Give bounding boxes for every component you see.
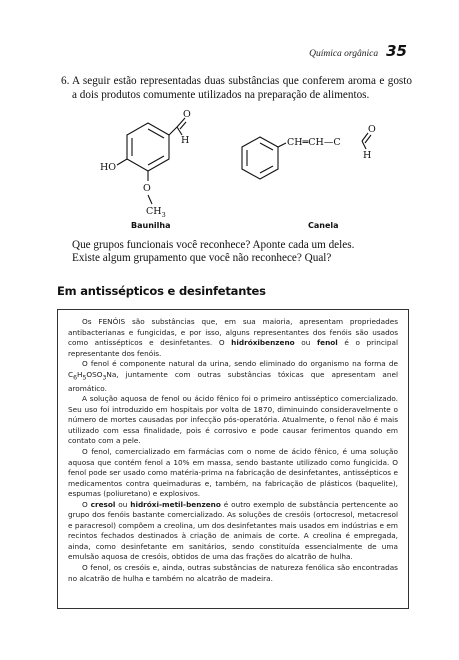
cinnamon-chain-bond [278,143,286,147]
vanilla-ho: HO [100,162,117,173]
vanilla-benzene-ring [127,123,169,171]
followup-line-1: Que grupos funcionais você reconhece? Aponte cada um deles. [72,239,355,251]
vanilla-aldehyde-bond [169,127,177,135]
cinnamon-o-aldehyde: O [368,124,376,135]
vanilla-ch3: $CH_3$ [146,206,166,219]
page-header [309,42,407,60]
cinnamon-chain: CH═CH—C [287,137,341,148]
box-paragraph-1: Os FENÓIS são substâncias que, em sua maioria, apresentam propriedades antibacterianas e fungicidas, e por isso, alguns representantes dos fenóis são usados como antissépticos e desinfetantes. O hidróxibenzeno ou fenol é o principal representante dos fenóis. [68,317,398,358]
vanilla-label: Baunilha [131,221,171,230]
cinnamon-label: Canela [308,221,339,230]
molecule-figures [98,103,398,238]
section-name: Química orgânica [309,49,379,59]
info-box [57,309,409,609]
page-number: 35 [386,42,407,60]
section-title: Em antissépticos e desinfetantes [57,284,266,298]
box-paragraph-3: A solução aquosa de fenol ou ácido fênico foi o primeiro antisséptico comercializado. Seu uso foi introduzido em hospitais por volta de 1870, diminuindo consideravelmente o número de mortes causadas por infecção pós-operatória. Atualmente, o fenol não é mais utilizado com essa finalidade, pois é corrosivo e pode causar ferimentos quando em contato com a pele. [68,394,398,446]
box-paragraph-5: O cresol ou hidróxi-metil-benzeno é outro exemplo de substância pertencente ao grupo dos fenóis bastante comercializado. As soluções de cresóis (ortocresol, metacresol e paracresol) compõem a creolina, um dos desinfetantes mais usados em indústrias e em recintos fechados destinados à criação de animais de corte. A creolina é empregada, ainda, como desinfetante em sanitários, sendo constituída essencialmente de uma emulsão aquosa de cresóis, obtidos de uma das frações do alcatrão de hulha. [68,499,398,562]
vanilla-h-aldehyde: H [181,135,190,146]
structural-formulas [98,103,398,238]
box-paragraph-4: O fenol, comercializado em farmácias com o nome de ácido fênico, é uma solução aquosa que contém fenol a 10% em massa, sendo bastante utilizado como fungicida. O fenol pode ser usado como matéria-prima na fabricação de desinfetantes, antissépticos e medicamentos contra queimaduras e, também, na fabricação de plásticos (baquelite), espumas (poliuretano) e explosivos. [68,447,398,499]
vanilla-o-aldehyde: O [183,109,191,120]
box-paragraph-2: O fenol é componente natural da urina, sendo eliminado do organismo na forma de $C_6H_5OSO_3Na$, juntamente com outras substâncias tóxicas que apresentam anel aromático. [68,359,398,393]
cinnamon-h-aldehyde: H [363,150,372,161]
followup-questions [72,239,412,265]
question-6 [61,74,412,102]
question-number: 6. [61,75,70,87]
box-paragraph-6: O fenol, os cresóis e, ainda, outras substâncias de natureza fenólica são encontradas no alcatrão de hulha e também no alcatrão de madeira. [68,563,398,583]
vanilla-oh-bond [117,159,127,165]
followup-line-2: Existe algum grupamento que você não reconhece? Qual? [72,252,332,264]
question-text: A seguir estão representadas duas substâncias que conferem aroma e gosto a dois produtos comumente utilizados na preparação de alimentos. [72,75,412,101]
vanilla-o-ether: O [143,183,151,194]
